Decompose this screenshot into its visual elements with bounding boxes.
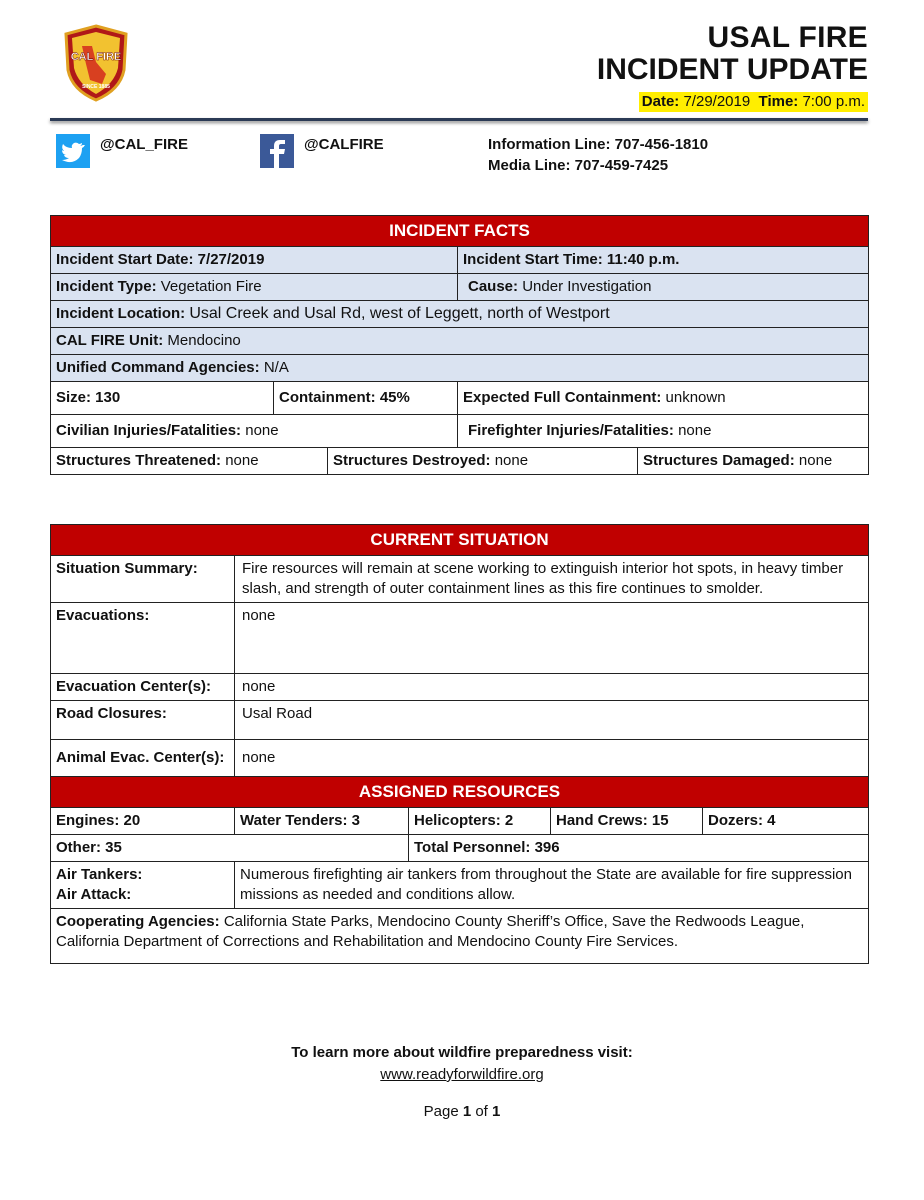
type-value: Vegetation Fire xyxy=(160,278,262,295)
structures-damaged xyxy=(638,448,869,475)
structures-threatened xyxy=(51,448,328,475)
cooperating-agencies xyxy=(51,909,869,964)
incident-location xyxy=(51,301,869,328)
expected-value: unknown xyxy=(665,389,726,406)
other: Other: 35 xyxy=(51,835,409,862)
evacuations-label: Evacuations: xyxy=(51,603,235,674)
cause-label: Cause: xyxy=(468,278,519,295)
learn-more-text: To learn more about wildfire preparedness visit: xyxy=(291,1044,633,1061)
facebook-block[interactable] xyxy=(260,134,384,168)
cal-fire-unit xyxy=(51,328,869,355)
unit-label: CAL FIRE Unit: xyxy=(56,332,164,349)
expected-containment xyxy=(458,382,869,415)
cal-fire-logo-icon xyxy=(62,24,130,102)
page-num: 1 xyxy=(462,1103,472,1120)
dozers: Dozers: 4 xyxy=(703,808,869,835)
title-line-1: USAL FIRE xyxy=(707,21,868,54)
air-tankers-label: Air Tankers: xyxy=(56,866,143,883)
ff-value: none xyxy=(678,422,712,439)
page-prefix: Page xyxy=(423,1103,463,1120)
unified-command xyxy=(51,355,869,382)
twitter-icon xyxy=(56,134,90,168)
structures-destroyed xyxy=(328,448,638,475)
total-personnel: Total Personnel: 396 xyxy=(409,835,869,862)
destroyed-label: Structures Destroyed: xyxy=(333,452,491,469)
coop-value: California State Parks, Mendocino County Sheriff’s Office, Save the Redwoods League, California Department of Corrections and Rehabilitation and Mendocino County Fire Services. xyxy=(56,913,805,950)
civilian-injuries xyxy=(51,415,458,448)
coop-label: Cooperating Agencies: xyxy=(56,913,220,930)
page-total: 1 xyxy=(492,1103,501,1120)
cause-value: Under Investigation xyxy=(522,278,652,295)
firefighter-injuries xyxy=(458,415,869,448)
incident-facts-table xyxy=(50,215,869,475)
threat-label: Structures Threatened: xyxy=(56,452,222,469)
civ-label: Civilian Injuries/Fatalities: xyxy=(56,422,242,439)
twitter-block[interactable] xyxy=(56,134,188,168)
readyforwildfire-link[interactable]: www.readyforwildfire.org xyxy=(380,1066,544,1083)
date-value: 7/29/2019 xyxy=(683,93,751,110)
start-date: Incident Start Date: 7/27/2019 xyxy=(51,247,458,274)
ff-label: Firefighter Injuries/Fatalities: xyxy=(468,422,674,439)
incident-facts-header: INCIDENT FACTS xyxy=(51,216,869,247)
media-line: Media Line: 707-459-7425 xyxy=(488,157,669,174)
containment: Containment: 45% xyxy=(274,382,458,415)
date-label: Date: xyxy=(641,93,680,110)
facebook-icon xyxy=(260,134,294,168)
unified-label: Unified Command Agencies: xyxy=(56,359,260,376)
expected-label: Expected Full Containment: xyxy=(463,389,662,406)
animal-evac-value: none xyxy=(235,740,869,777)
contact-info xyxy=(488,134,708,176)
situation-resources-table xyxy=(50,524,869,964)
air-labels xyxy=(51,862,235,909)
assigned-resources-header: ASSIGNED RESOURCES xyxy=(51,777,869,808)
hand-crews: Hand Crews: 15 xyxy=(551,808,703,835)
footer xyxy=(0,1042,924,1086)
size: Size: 130 xyxy=(51,382,274,415)
engines: Engines: 20 xyxy=(51,808,235,835)
document-title xyxy=(597,22,868,112)
unified-value: N/A xyxy=(263,359,289,376)
header-rule xyxy=(50,118,868,121)
destroyed-value: none xyxy=(494,452,529,469)
animal-evac-label: Animal Evac. Center(s): xyxy=(51,740,235,777)
civ-value: none xyxy=(245,422,279,439)
page-of: of xyxy=(471,1103,493,1120)
road-closures-label: Road Closures: xyxy=(51,701,235,740)
location-label: Incident Location: xyxy=(56,305,186,322)
summary-label: Situation Summary: xyxy=(51,556,235,603)
unit-value: Mendocino xyxy=(167,332,241,349)
threat-value: none xyxy=(225,452,259,469)
twitter-handle[interactable]: @CAL_FIRE xyxy=(100,136,188,153)
road-closures-value: Usal Road xyxy=(235,701,869,740)
incident-type xyxy=(51,274,458,301)
page-number xyxy=(0,1103,924,1120)
start-time: Incident Start Time: 11:40 p.m. xyxy=(458,247,869,274)
information-line: Information Line: 707-456-1810 xyxy=(488,136,709,153)
time-value: 7:00 p.m. xyxy=(802,93,865,110)
facebook-handle[interactable]: @CALFIRE xyxy=(304,136,384,153)
damaged-value: none xyxy=(798,452,833,469)
logo-text: CAL FIRE xyxy=(70,51,122,63)
type-label: Incident Type: xyxy=(56,278,157,295)
damaged-label: Structures Damaged: xyxy=(643,452,795,469)
date-time-bar xyxy=(639,92,868,112)
time-label: Time: xyxy=(758,93,799,110)
evac-center-label: Evacuation Center(s): xyxy=(51,674,235,701)
air-attack-label: Air Attack: xyxy=(56,886,132,903)
evac-center-value: none xyxy=(235,674,869,701)
location-value: Usal Creek and Usal Rd, west of Leggett, north of Westport xyxy=(189,305,610,322)
summary-value: Fire resources will remain at scene working to extinguish interior hot spots, in heavy timber slash, and strength of outer containment lines as this fire continues to smolder. xyxy=(235,556,869,603)
cause xyxy=(458,274,869,301)
evacuations-value: none xyxy=(235,603,869,674)
air-value: Numerous firefighting air tankers from throughout the State are available for fire suppression missions as needed and conditions allow. xyxy=(235,862,869,909)
current-situation-header: CURRENT SITUATION xyxy=(51,525,869,556)
helicopters: Helicopters: 2 xyxy=(409,808,551,835)
title-line-2: INCIDENT UPDATE xyxy=(596,53,868,86)
water-tenders: Water Tenders: 3 xyxy=(235,808,409,835)
logo-since: SINCE 1885 xyxy=(82,84,110,90)
